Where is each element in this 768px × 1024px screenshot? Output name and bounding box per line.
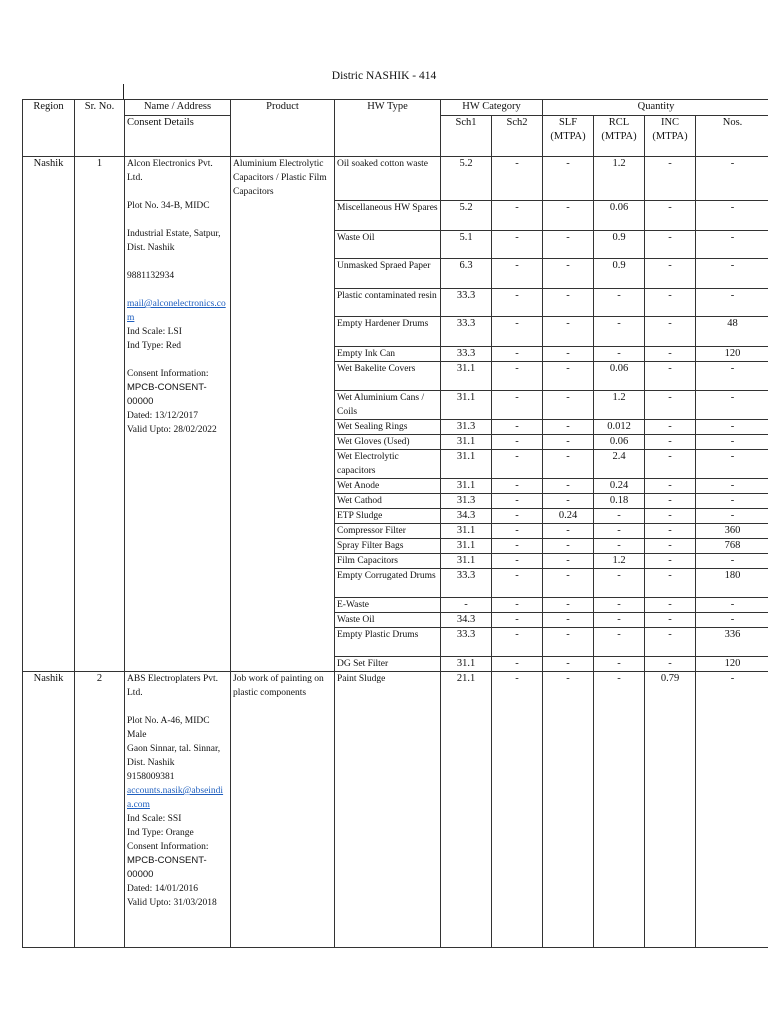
sch1-cell: 31.1 — [441, 479, 492, 494]
nos-cell: - — [696, 231, 768, 259]
consent-label: Consent Information: — [127, 369, 209, 379]
consent-details-cell — [125, 672, 231, 948]
hw-type-cell: Wet Electrolytic capacitors — [335, 450, 441, 479]
consent-dated: Dated: 13/12/2017 — [127, 411, 198, 421]
slf-cell: - — [543, 554, 594, 569]
consent-label: Consent Information: — [127, 842, 209, 852]
slf-cell: - — [543, 450, 594, 479]
header-consent-details: Consent Details — [125, 116, 231, 157]
sch2-cell: - — [492, 494, 543, 509]
sch2-cell: - — [492, 672, 543, 948]
rcl-cell: - — [594, 628, 645, 657]
hw-type-cell: Waste Oil — [335, 231, 441, 259]
rcl-cell: 0.06 — [594, 362, 645, 391]
hw-type-cell: E-Waste — [335, 598, 441, 613]
email-link[interactable]: accounts.nasik@abseindia.com — [127, 786, 224, 810]
inc-cell: - — [645, 420, 696, 435]
ind-type: Ind Type: Red — [127, 341, 182, 351]
header-nos: Nos. — [696, 116, 768, 157]
nos-cell: - — [696, 479, 768, 494]
sch1-cell: 31.1 — [441, 539, 492, 554]
sch2-cell: - — [492, 598, 543, 613]
slf-cell: 0.24 — [543, 509, 594, 524]
address-line: Plot No. A-46, MIDC Male — [127, 716, 210, 740]
sch2-cell: - — [492, 613, 543, 628]
inc-cell: - — [645, 347, 696, 362]
spacer — [127, 700, 228, 714]
hw-type-cell: Plastic contaminated resin — [335, 289, 441, 317]
sch2-cell: - — [492, 289, 543, 317]
hazardous-waste-table — [22, 99, 768, 948]
slf-cell: - — [543, 524, 594, 539]
hw-type-cell: Oil soaked cotton waste — [335, 157, 441, 201]
inc-cell: - — [645, 289, 696, 317]
sch1-cell: 31.1 — [441, 524, 492, 539]
nos-cell: - — [696, 554, 768, 569]
hw-type-cell: ETP Sludge — [335, 509, 441, 524]
address-line: Dist. Nashik — [127, 243, 175, 253]
sch2-cell: - — [492, 539, 543, 554]
inc-cell: - — [645, 569, 696, 598]
nos-cell: 180 — [696, 569, 768, 598]
hw-type-cell: Empty Hardener Drums — [335, 317, 441, 347]
inc-cell: - — [645, 524, 696, 539]
header-sr-no: Sr. No. — [75, 100, 125, 157]
sch1-cell: 33.3 — [441, 628, 492, 657]
rcl-cell: - — [594, 524, 645, 539]
slf-cell: - — [543, 259, 594, 289]
spacer — [127, 185, 228, 199]
sch1-cell: - — [441, 598, 492, 613]
rcl-cell: 0.9 — [594, 259, 645, 289]
sch1-cell: 31.1 — [441, 362, 492, 391]
inc-cell: - — [645, 554, 696, 569]
hw-type-cell: DG Set Filter — [335, 657, 441, 672]
ind-type: Ind Type: Orange — [127, 828, 194, 838]
nos-cell: - — [696, 289, 768, 317]
nos-cell: 336 — [696, 628, 768, 657]
slf-cell: - — [543, 657, 594, 672]
nos-cell: 768 — [696, 539, 768, 554]
rcl-cell: - — [594, 598, 645, 613]
address-line: Industrial Estate, Satpur, — [127, 229, 221, 239]
inc-cell: - — [645, 613, 696, 628]
sch2-cell: - — [492, 259, 543, 289]
slf-cell: - — [543, 347, 594, 362]
sch2-cell: - — [492, 450, 543, 479]
email-link[interactable]: mail@alconelectronics.com — [127, 299, 226, 323]
nos-cell: - — [696, 259, 768, 289]
inc-cell: - — [645, 494, 696, 509]
slf-cell: - — [543, 362, 594, 391]
nos-cell: 360 — [696, 524, 768, 539]
hw-type-cell: Compressor Filter — [335, 524, 441, 539]
nos-cell: - — [696, 362, 768, 391]
company-name: Alcon Electronics Pvt. Ltd. — [127, 159, 213, 183]
hw-type-cell: Waste Oil — [335, 613, 441, 628]
rcl-cell: - — [594, 613, 645, 628]
hw-type-cell: Paint Sludge — [335, 672, 441, 948]
hw-type-cell: Film Capacitors — [335, 554, 441, 569]
slf-cell: - — [543, 201, 594, 231]
rcl-cell: 0.24 — [594, 479, 645, 494]
inc-cell: - — [645, 598, 696, 613]
sch2-cell: - — [492, 347, 543, 362]
slf-cell: - — [543, 157, 594, 201]
nos-cell: 120 — [696, 347, 768, 362]
consent-number: MPCB-CONSENT-00000 — [127, 855, 207, 880]
hw-type-cell: Wet Sealing Rings — [335, 420, 441, 435]
header-hw-type: HW Type — [335, 100, 441, 157]
sch1-cell: 33.3 — [441, 289, 492, 317]
hw-type-cell: Unmasked Spraed Paper — [335, 259, 441, 289]
hw-type-cell: Wet Aluminium Cans / Coils — [335, 391, 441, 420]
consent-valid: Valid Upto: 28/02/2022 — [127, 425, 217, 435]
nos-cell: - — [696, 201, 768, 231]
slf-cell: - — [543, 569, 594, 598]
sch2-cell: - — [492, 554, 543, 569]
sch1-cell: 31.3 — [441, 494, 492, 509]
inc-cell: - — [645, 157, 696, 201]
consent-valid: Valid Upto: 31/03/2018 — [127, 898, 217, 908]
inc-cell: - — [645, 317, 696, 347]
inc-cell: - — [645, 450, 696, 479]
sch2-cell: - — [492, 201, 543, 231]
hw-type-cell: Miscellaneous HW Spares — [335, 201, 441, 231]
inc-cell: - — [645, 362, 696, 391]
inc-cell: - — [645, 259, 696, 289]
consent-dated: Dated: 14/01/2016 — [127, 884, 198, 894]
slf-cell: - — [543, 613, 594, 628]
sr-no-cell: 1 — [75, 157, 125, 672]
rcl-cell: - — [594, 509, 645, 524]
nos-cell: - — [696, 420, 768, 435]
sch1-cell: 5.1 — [441, 231, 492, 259]
slf-cell: - — [543, 494, 594, 509]
inc-cell: - — [645, 509, 696, 524]
phone-number: 9881132934 — [127, 271, 175, 281]
inc-cell: - — [645, 231, 696, 259]
inc-cell: - — [645, 391, 696, 420]
hw-type-cell: Empty Corrugated Drums — [335, 569, 441, 598]
header-quantity: Quantity — [543, 100, 768, 116]
nos-cell: - — [696, 672, 768, 948]
sch2-cell: - — [492, 231, 543, 259]
rcl-cell: 0.9 — [594, 231, 645, 259]
nos-cell: 120 — [696, 657, 768, 672]
slf-cell: - — [543, 479, 594, 494]
slf-cell: - — [543, 317, 594, 347]
spacer — [127, 213, 228, 227]
company-name: ABS Electroplaters Pvt. Ltd. — [127, 674, 219, 698]
inc-cell: - — [645, 657, 696, 672]
sch1-cell: 31.1 — [441, 450, 492, 479]
inc-cell: - — [645, 201, 696, 231]
rcl-cell: 1.2 — [594, 157, 645, 201]
rcl-cell: 0.06 — [594, 201, 645, 231]
slf-cell: - — [543, 598, 594, 613]
hw-type-cell: Empty Ink Can — [335, 347, 441, 362]
sch2-cell: - — [492, 157, 543, 201]
rcl-cell: 0.012 — [594, 420, 645, 435]
rcl-cell: - — [594, 569, 645, 598]
inc-cell: - — [645, 539, 696, 554]
ind-scale: Ind Scale: SSI — [127, 814, 182, 824]
header-divider — [123, 84, 124, 100]
hw-type-cell: Spray Filter Bags — [335, 539, 441, 554]
sch1-cell: 6.3 — [441, 259, 492, 289]
nos-cell: - — [696, 598, 768, 613]
product-cell: Job work of painting on plastic components — [231, 672, 335, 948]
rcl-cell: - — [594, 539, 645, 554]
header-sch1: Sch1 — [441, 116, 492, 157]
header-name-address: Name / Address — [125, 100, 231, 116]
consent-details-cell — [125, 157, 231, 672]
sch2-cell: - — [492, 317, 543, 347]
region-cell: Nashik — [23, 672, 75, 948]
header-sch2: Sch2 — [492, 116, 543, 157]
sch1-cell: 31.1 — [441, 391, 492, 420]
product-cell: Aluminium Electrolytic Capacitors / Plastic Film Capacitors — [231, 157, 335, 672]
nos-cell: - — [696, 613, 768, 628]
hw-type-cell: Empty Plastic Drums — [335, 628, 441, 657]
sch1-cell: 21.1 — [441, 672, 492, 948]
inc-cell: - — [645, 435, 696, 450]
rcl-cell: 2.4 — [594, 450, 645, 479]
nos-cell: - — [696, 450, 768, 479]
table-body — [23, 157, 768, 948]
document-title: Distric NASHIK - 414 — [331, 70, 437, 82]
sch1-cell: 33.3 — [441, 347, 492, 362]
nos-cell: - — [696, 157, 768, 201]
slf-cell: - — [543, 628, 594, 657]
sch2-cell: - — [492, 509, 543, 524]
header-inc: INC (MTPA) — [645, 116, 696, 157]
nos-cell: 48 — [696, 317, 768, 347]
header-region: Region — [23, 100, 75, 157]
sch1-cell: 31.3 — [441, 420, 492, 435]
sch2-cell: - — [492, 479, 543, 494]
sch2-cell: - — [492, 362, 543, 391]
address-line: Plot No. 34-B, MIDC — [127, 201, 210, 211]
sch1-cell: 34.3 — [441, 509, 492, 524]
rcl-cell: - — [594, 657, 645, 672]
hw-type-cell: Wet Cathod — [335, 494, 441, 509]
slf-cell: - — [543, 231, 594, 259]
consent-number: MPCB-CONSENT-00000 — [127, 382, 207, 407]
address-line: Gaon Sinnar, tal. Sinnar, — [127, 744, 221, 754]
header-rcl: RCL (MTPA) — [594, 116, 645, 157]
region-cell: Nashik — [23, 157, 75, 672]
nos-cell: - — [696, 494, 768, 509]
phone-number: 9158009381 — [127, 772, 175, 782]
ind-scale: Ind Scale: LSI — [127, 327, 182, 337]
rcl-cell: 1.2 — [594, 391, 645, 420]
hw-type-cell: Wet Gloves (Used) — [335, 435, 441, 450]
inc-cell: - — [645, 479, 696, 494]
rcl-cell: - — [594, 289, 645, 317]
table-row — [23, 157, 768, 201]
header-slf: SLF (MTPA) — [543, 116, 594, 157]
sch1-cell: 5.2 — [441, 157, 492, 201]
nos-cell: - — [696, 509, 768, 524]
hw-type-cell: Wet Bakelite Covers — [335, 362, 441, 391]
slf-cell: - — [543, 289, 594, 317]
rcl-cell: - — [594, 317, 645, 347]
sch1-cell: 33.3 — [441, 569, 492, 598]
hw-type-cell: Wet Anode — [335, 479, 441, 494]
spacer — [127, 353, 228, 367]
spacer — [127, 283, 228, 297]
sch2-cell: - — [492, 657, 543, 672]
nos-cell: - — [696, 435, 768, 450]
sch2-cell: - — [492, 391, 543, 420]
sch1-cell: 31.1 — [441, 554, 492, 569]
rcl-cell: 0.18 — [594, 494, 645, 509]
sch1-cell: 5.2 — [441, 201, 492, 231]
header-hw-category: HW Category — [441, 100, 543, 116]
slf-cell: - — [543, 435, 594, 450]
slf-cell: - — [543, 391, 594, 420]
sch2-cell: - — [492, 524, 543, 539]
sch1-cell: 34.3 — [441, 613, 492, 628]
table-row — [23, 672, 768, 948]
rcl-cell: - — [594, 672, 645, 948]
sch2-cell: - — [492, 628, 543, 657]
slf-cell: - — [543, 672, 594, 948]
sch1-cell: 31.1 — [441, 435, 492, 450]
rcl-cell: - — [594, 347, 645, 362]
inc-cell: 0.79 — [645, 672, 696, 948]
sch2-cell: - — [492, 569, 543, 598]
nos-cell: - — [696, 391, 768, 420]
slf-cell: - — [543, 420, 594, 435]
inc-cell: - — [645, 628, 696, 657]
spacer — [127, 255, 228, 269]
address-line: Dist. Nashik — [127, 758, 175, 768]
rcl-cell: 0.06 — [594, 435, 645, 450]
header-product: Product — [231, 100, 335, 157]
sch1-cell: 33.3 — [441, 317, 492, 347]
sch2-cell: - — [492, 420, 543, 435]
slf-cell: - — [543, 539, 594, 554]
sch2-cell: - — [492, 435, 543, 450]
sr-no-cell: 2 — [75, 672, 125, 948]
rcl-cell: 1.2 — [594, 554, 645, 569]
sch1-cell: 31.1 — [441, 657, 492, 672]
